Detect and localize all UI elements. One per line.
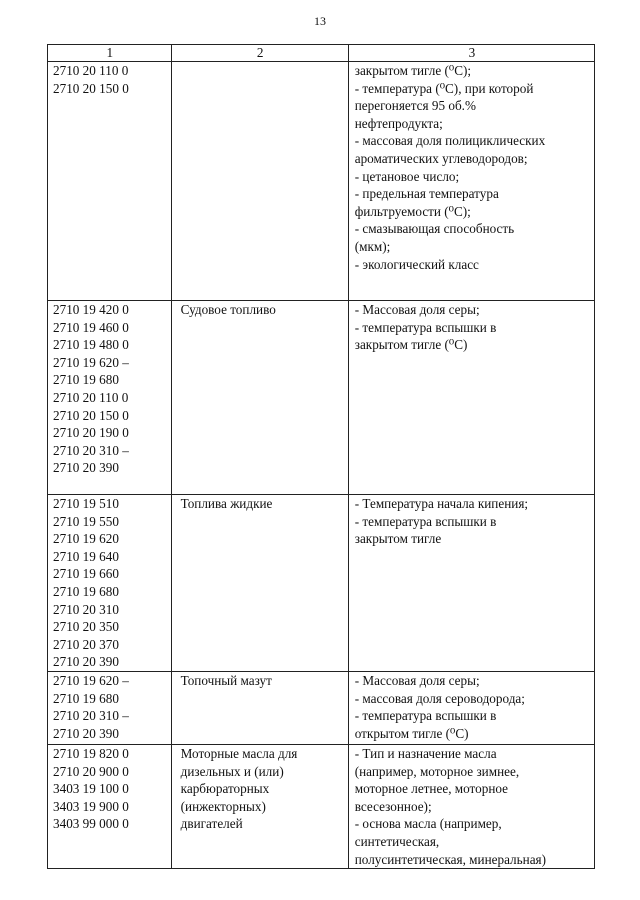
spec-line: ароматических углеводородов; xyxy=(354,150,528,166)
code-line: 2710 19 420 0 xyxy=(53,302,129,317)
code-line: 2710 20 390 xyxy=(53,725,119,741)
code-line: 2710 19 660 xyxy=(53,566,119,582)
code-line: 2710 19 620 – xyxy=(53,354,129,370)
spec-line: - массовая доля полициклических xyxy=(354,133,546,149)
spec-line: - цетановое число; xyxy=(354,168,460,184)
specs-cell xyxy=(348,671,594,744)
code-line: 2710 19 680 xyxy=(53,372,119,388)
code-line: 2710 20 150 0 xyxy=(53,80,129,96)
page-number: 13 xyxy=(314,14,326,28)
spec-line: - температура вспышки в xyxy=(354,708,497,724)
code-line: 2710 20 370 xyxy=(53,636,119,652)
product-name-line: дизельных и (или) xyxy=(180,763,284,779)
product-name-line: Топочный мазут xyxy=(180,672,272,688)
code-line: 3403 99 000 0 xyxy=(53,816,129,832)
code-line: 2710 20 310 – xyxy=(53,442,129,458)
specs-cell xyxy=(348,495,594,672)
product-name-line: (инжекторных) xyxy=(180,798,266,814)
spec-line: - массовая доля сероводорода; xyxy=(354,690,525,706)
codes-cell xyxy=(48,301,172,495)
spec-line: - предельная температура xyxy=(354,186,499,202)
spec-line: - смазывающая способность xyxy=(354,221,515,237)
code-line: 2710 19 640 xyxy=(53,548,119,564)
product-name-line: карбюраторных xyxy=(180,781,270,797)
code-line: 2710 20 110 0 xyxy=(53,63,129,78)
spec-line: - температура вспышки в xyxy=(354,513,497,529)
codes-cell xyxy=(48,744,172,868)
spec-line: закрытом тигле xyxy=(354,531,442,547)
code-line: 2710 19 680 xyxy=(53,690,119,706)
code-line: 2710 20 190 0 xyxy=(53,425,129,441)
codes-cell xyxy=(48,495,172,672)
column-header-2: 2 xyxy=(171,45,348,62)
code-line: 2710 20 310 xyxy=(53,601,119,617)
product-name-line: Моторные масла для xyxy=(180,745,298,761)
specs-cell xyxy=(348,62,594,301)
table-row xyxy=(48,62,595,301)
table-row xyxy=(48,744,595,868)
table-row xyxy=(48,671,595,744)
column-header-1: 1 xyxy=(48,45,172,62)
spec-line: закрытом тигле (⁰С); xyxy=(354,63,472,78)
column-header-3: 3 xyxy=(348,45,594,62)
code-line: 3403 19 900 0 xyxy=(53,798,129,814)
code-line: 2710 20 350 xyxy=(53,619,119,635)
code-line: 2710 20 900 0 xyxy=(53,763,129,779)
code-line: 2710 20 150 0 xyxy=(53,407,129,423)
spec-line: - экологический класс xyxy=(354,256,479,272)
code-line: 2710 19 820 0 xyxy=(53,745,129,761)
spec-line: - Температура начала кипения; xyxy=(354,496,529,511)
spec-line: (мкм); xyxy=(354,238,391,254)
product-name-line: Топлива жидкие xyxy=(180,496,273,511)
code-line: 2710 19 620 xyxy=(53,531,119,547)
spec-line: - Массовая доля серы; xyxy=(354,672,480,688)
product-name-cell xyxy=(171,495,348,672)
spec-line: (например, моторное зимнее, xyxy=(354,763,520,779)
product-name-line: Судовое топливо xyxy=(180,302,276,317)
spec-line: - Массовая доля серы; xyxy=(354,302,480,317)
product-name-cell xyxy=(171,301,348,495)
table-row xyxy=(48,495,595,672)
codes-cell xyxy=(48,62,172,301)
code-line: 3403 19 100 0 xyxy=(53,781,129,797)
spec-line: закрытом тигле (⁰С) xyxy=(354,337,468,353)
spec-line: нефтепродукта; xyxy=(354,115,443,131)
specs-cell xyxy=(348,301,594,495)
spec-line: синтетическая, xyxy=(354,833,440,849)
spec-line: полусинтетическая, минеральная) xyxy=(354,851,547,867)
spec-line: - основа масла (например, xyxy=(354,816,502,832)
code-line: 2710 19 620 – xyxy=(53,672,129,688)
code-line: 2710 19 680 xyxy=(53,583,119,599)
product-name-cell xyxy=(171,744,348,868)
product-name-line: двигателей xyxy=(180,816,243,832)
spec-line: - температура (⁰С), при которой xyxy=(354,80,534,96)
code-line: 2710 20 110 0 xyxy=(53,389,129,405)
spec-line: моторное летнее, моторное xyxy=(354,781,509,797)
specs-cell xyxy=(348,744,594,868)
product-name-cell xyxy=(171,62,348,301)
code-line: 2710 19 510 xyxy=(53,496,119,511)
code-line: 2710 20 310 – xyxy=(53,708,129,724)
code-line: 2710 20 390 xyxy=(53,460,119,476)
spec-line: всесезонное); xyxy=(354,798,432,814)
table-row xyxy=(48,301,595,495)
code-line: 2710 19 480 0 xyxy=(53,337,129,353)
specification-table xyxy=(47,44,595,869)
codes-cell xyxy=(48,671,172,744)
spec-line: - температура вспышки в xyxy=(354,319,497,335)
code-line: 2710 19 460 0 xyxy=(53,319,129,335)
product-name-cell xyxy=(171,671,348,744)
header-row xyxy=(48,45,595,62)
spec-line: открытом тигле (⁰С) xyxy=(354,725,469,741)
spec-line: фильтруемости (⁰С); xyxy=(354,203,471,219)
spec-line: - Тип и назначение масла xyxy=(354,745,497,761)
code-line: 2710 19 550 xyxy=(53,513,119,529)
spec-line: перегоняется 95 об.% xyxy=(354,98,476,114)
code-line: 2710 20 390 xyxy=(53,654,119,670)
